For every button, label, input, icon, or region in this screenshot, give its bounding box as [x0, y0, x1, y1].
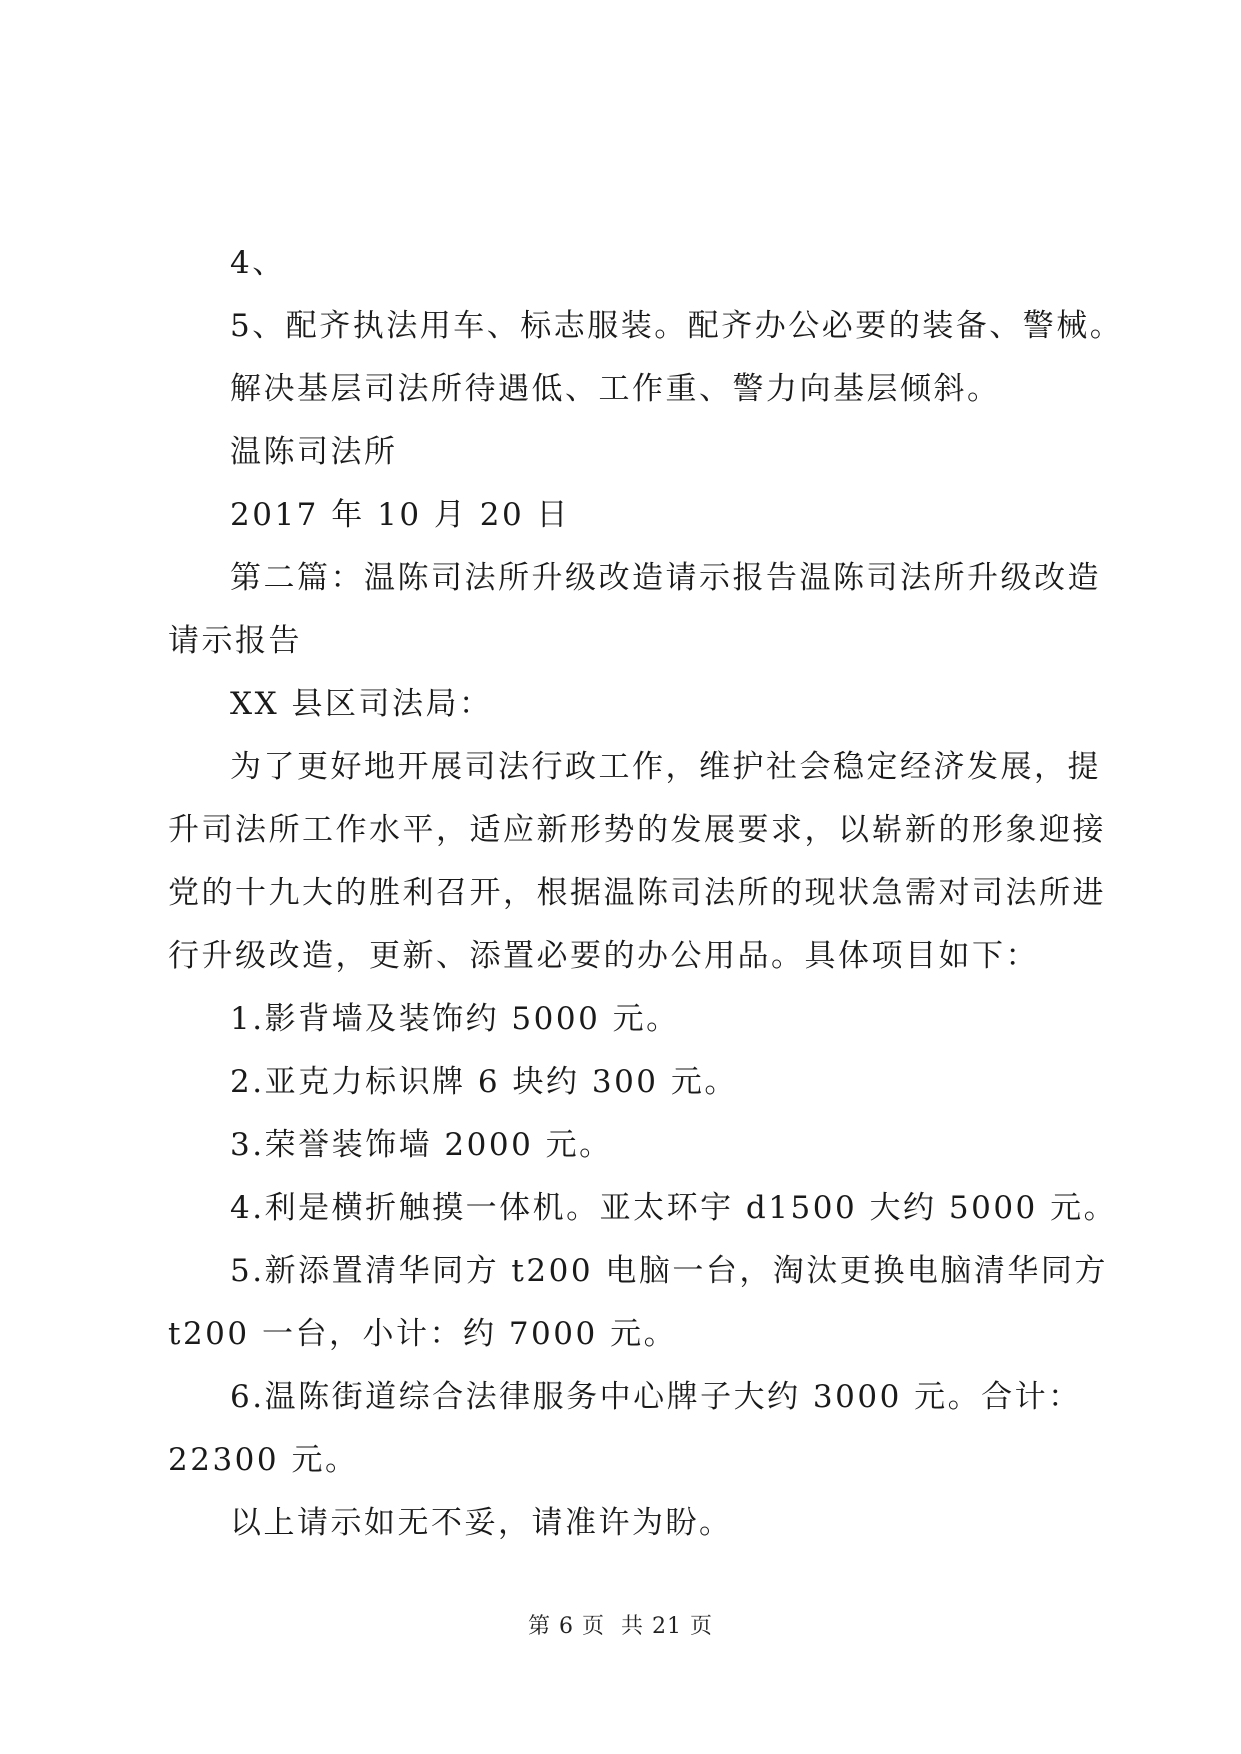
page-number: 第 6 页 [528, 1614, 605, 1639]
signature-date: 2017 年 10 月 20 日 [230, 497, 571, 533]
list-item: 6.温陈街道综合法律服务中心牌子大约 3000 元。合计： [230, 1379, 1082, 1415]
text-line: 5、配齐执法用车、标志服装。配齐办公必要的装备、警械。 [230, 308, 1124, 344]
list-item-cont: t200 一台，小计：约 7000 元。 [168, 1316, 678, 1352]
list-item-cont: 22300 元。 [168, 1442, 359, 1478]
section-heading: 第二篇：温陈司法所升级改造请示报告温陈司法所升级改造 [230, 560, 1101, 596]
signature-org: 温陈司法所 [230, 434, 398, 470]
list-item: 5.新添置清华同方 t200 电脑一台，淘汰更换电脑清华同方 [230, 1253, 1108, 1289]
section-heading-cont: 请示报告 [168, 623, 302, 659]
text-line: 为了更好地开展司法行政工作，维护社会稳定经济发展，提 [230, 749, 1101, 785]
text-line: 解决基层司法所待遇低、工作重、警力向基层倾斜。 [230, 371, 1001, 407]
text-line: 党的十九大的胜利召开，根据温陈司法所的现状急需对司法所进 [168, 875, 1106, 911]
page-total: 共 21 页 [621, 1614, 713, 1639]
list-item: 2.亚克力标识牌 6 块约 300 元。 [230, 1064, 738, 1100]
addressee: XX 县区司法局： [230, 686, 493, 722]
list-item: 1.影背墙及装饰约 5000 元。 [230, 1001, 680, 1037]
text-line: 升司法所工作水平，适应新形势的发展要求，以崭新的形象迎接 [168, 812, 1106, 848]
list-item: 3.荣誉装饰墙 2000 元。 [230, 1127, 613, 1163]
text-line: 行升级改造，更新、添置必要的办公用品。具体项目如下： [168, 938, 1039, 974]
text-line: 4、 [230, 245, 286, 281]
document-body [168, 232, 1124, 1555]
page-footer [0, 1612, 1241, 1642]
closing-line: 以上请示如无不妥，请准许为盼。 [230, 1505, 733, 1541]
list-item: 4.利是横折触摸一体机。亚太环宇 d1500 大约 5000 元。 [230, 1190, 1118, 1226]
